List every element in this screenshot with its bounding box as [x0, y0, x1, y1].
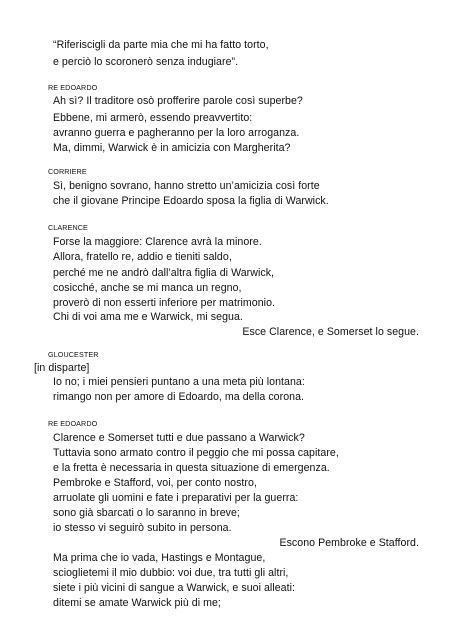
verse-line: Ebbene, mi armerò, essendo preavvertito:	[53, 112, 253, 124]
verse-line: Tuttavia sono armato contro il peggio che mi possa capitare,	[53, 447, 339, 459]
verse-line: Chi di voi ama me e Warwick, mi segua.	[53, 311, 243, 323]
verse-line: Forse la maggiore: Clarence avrà la minore.	[53, 236, 262, 248]
verse-line: sono già sbarcati o lo saranno in breve;	[53, 507, 240, 519]
verse-line: Io no; i miei pensieri puntano a una meta più lontana:	[53, 376, 305, 388]
verse-line: perché me ne andrò dall’altra figlia di Warwick,	[53, 267, 275, 279]
verse-line: Ah sì? Il traditore osò profferire parole così superbe?	[53, 95, 303, 107]
verse-line: ditemi se amate Warwick più di me;	[53, 597, 221, 609]
verse-line: proverò di non esserti inferiore per matrimonio.	[53, 297, 276, 309]
verse-line: e perciò lo scoronerò senza indugiare”.	[53, 56, 239, 68]
stage-direction: Esce Clarence, e Somerset lo segue.	[242, 326, 419, 338]
verse-line: e la fretta è necessaria in questa situazione di emergenza.	[53, 462, 330, 474]
verse-line: cosicché, anche se mi manca un regno,	[53, 282, 242, 294]
verse-line: Ma prima che io vada, Hastings e Montague,	[53, 552, 266, 564]
verse-line: Ma, dimmi, Warwick è in amicizia con Margherita?	[53, 142, 291, 154]
verse-line: rimango non per amore di Edoardo, ma della corona.	[53, 391, 305, 403]
verse-line: che il giovane Principe Edoardo sposa la figlia di Warwick.	[53, 195, 329, 207]
speaker-name: GLOUCESTER	[48, 350, 99, 359]
stage-direction: Escono Pembroke e Stafford.	[279, 537, 419, 549]
verse-line: io stesso vi seguirò subito in persona.	[53, 522, 232, 534]
verse-line: Allora, fratello re, addio e tieniti saldo,	[53, 251, 232, 263]
speaker-name: RE EDOARDO	[48, 419, 98, 428]
stage-direction-aside: [in disparte]	[34, 362, 90, 374]
verse-line: “Riferiscigli da parte mia che mi ha fatto torto,	[53, 39, 269, 51]
verse-line: arruolate gli uomini e fate i preparativi per la guerra:	[53, 492, 299, 504]
speaker-name: CORRIERE	[48, 167, 87, 176]
verse-line: Clarence e Somerset tutti e due passano a Warwick?	[53, 432, 305, 444]
verse-line: avranno guerra e pagheranno per la loro arroganza.	[53, 127, 300, 139]
speaker-name: RE EDOARDO	[48, 83, 98, 92]
verse-line: Pembroke e Stafford, voi, per conto nostro,	[53, 477, 257, 489]
verse-line: scioglietemi il mio dubbio: voi due, tra tutti gli altri,	[53, 567, 289, 579]
verse-line: siete i più vicini di sangue a Warwick, e suoi alleati:	[53, 582, 296, 594]
verse-line: Sì, benigno sovrano, hanno stretto un’amicizia così forte	[53, 180, 320, 192]
speaker-name: CLARENCE	[48, 223, 88, 232]
